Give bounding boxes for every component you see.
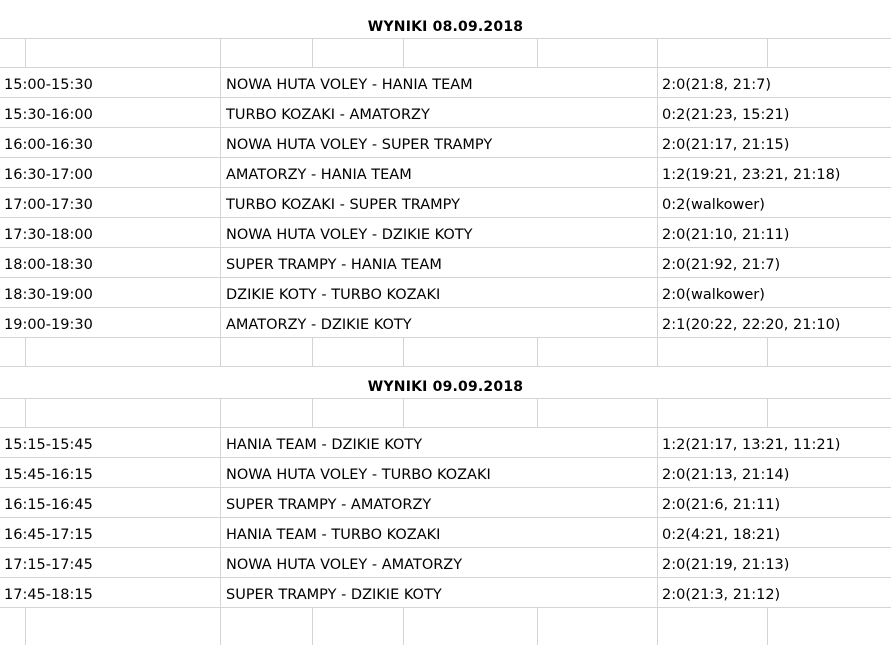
time-cell: 16:45-17:15 <box>4 527 93 543</box>
match-cell: AMATORZY - HANIA TEAM <box>226 167 412 183</box>
match-cell: HANIA TEAM - TURBO KOZAKI <box>226 527 441 543</box>
grid-line-vertical <box>767 38 768 67</box>
grid-line-vertical <box>220 427 221 457</box>
grid-line-vertical <box>220 127 221 157</box>
grid-line-vertical <box>657 457 658 487</box>
grid-line-vertical <box>657 217 658 247</box>
grid-line-vertical <box>657 187 658 217</box>
grid-line-vertical <box>403 337 404 366</box>
grid-line-vertical <box>403 398 404 427</box>
time-cell: 15:00-15:30 <box>4 77 93 93</box>
grid-line-vertical <box>657 337 658 366</box>
grid-line-vertical <box>220 157 221 187</box>
grid-line-vertical <box>657 307 658 337</box>
grid-line-vertical <box>657 67 658 97</box>
section-title: WYNIKI 09.09.2018 <box>367 379 524 395</box>
score-cell: 2:0(21:6, 21:11) <box>662 497 781 513</box>
time-cell: 15:15-15:45 <box>4 437 93 453</box>
match-cell: SUPER TRAMPY - DZIKIE KOTY <box>226 587 442 603</box>
time-cell: 16:30-17:00 <box>4 167 93 183</box>
time-cell: 16:15-16:45 <box>4 497 93 513</box>
grid-line-vertical <box>220 398 221 427</box>
time-cell: 17:00-17:30 <box>4 197 93 213</box>
grid-line-vertical <box>657 547 658 577</box>
grid-line-vertical <box>657 247 658 277</box>
time-cell: 17:15-17:45 <box>4 557 93 573</box>
grid-line-vertical <box>657 427 658 457</box>
grid-line-vertical <box>537 607 538 645</box>
time-cell: 19:00-19:30 <box>4 317 93 333</box>
match-cell: NOWA HUTA VOLEY - SUPER TRAMPY <box>226 137 493 153</box>
match-cell: SUPER TRAMPY - AMATORZY <box>226 497 432 513</box>
grid-line-vertical <box>537 38 538 67</box>
time-cell: 17:45-18:15 <box>4 587 93 603</box>
score-cell: 2:1(20:22, 22:20, 21:10) <box>662 317 841 333</box>
match-cell: HANIA TEAM - DZIKIE KOTY <box>226 437 423 453</box>
grid-line-vertical <box>220 547 221 577</box>
grid-line-vertical <box>767 398 768 427</box>
grid-line-vertical <box>657 38 658 67</box>
grid-line-vertical <box>220 337 221 366</box>
grid-line-vertical <box>220 577 221 607</box>
match-cell: NOWA HUTA VOLEY - HANIA TEAM <box>226 77 473 93</box>
section-title: WYNIKI 08.09.2018 <box>367 19 524 35</box>
grid-line-vertical <box>220 457 221 487</box>
match-cell: NOWA HUTA VOLEY - AMATORZY <box>226 557 463 573</box>
time-cell: 15:45-16:15 <box>4 467 93 483</box>
grid-line-horizontal <box>0 398 891 399</box>
grid-line-vertical <box>657 487 658 517</box>
match-cell: TURBO KOZAKI - AMATORZY <box>226 107 430 123</box>
score-cell: 0:2(21:23, 15:21) <box>662 107 790 123</box>
grid-line-vertical <box>220 67 221 97</box>
grid-line-vertical <box>403 607 404 645</box>
grid-line-vertical <box>25 337 26 366</box>
grid-line-vertical <box>220 487 221 517</box>
grid-line-vertical <box>657 607 658 645</box>
score-cell: 2:0(21:13, 21:14) <box>662 467 790 483</box>
grid-line-vertical <box>657 157 658 187</box>
grid-line-vertical <box>657 398 658 427</box>
grid-line-vertical <box>312 398 313 427</box>
score-cell: 2:0(21:3, 21:12) <box>662 587 781 603</box>
grid-line-horizontal <box>0 607 891 608</box>
score-cell: 2:0(21:8, 21:7) <box>662 77 771 93</box>
score-cell: 0:2(4:21, 18:21) <box>662 527 781 543</box>
score-cell: 1:2(21:17, 13:21, 11:21) <box>662 437 841 453</box>
grid-line-vertical <box>657 277 658 307</box>
grid-line-vertical <box>537 337 538 366</box>
grid-line-vertical <box>767 337 768 366</box>
score-cell: 2:0(21:92, 21:7) <box>662 257 781 273</box>
time-cell: 18:30-19:00 <box>4 287 93 303</box>
score-cell: 0:2(walkower) <box>662 197 765 213</box>
grid-line-horizontal <box>0 337 891 338</box>
match-cell: SUPER TRAMPY - HANIA TEAM <box>226 257 442 273</box>
grid-line-horizontal <box>0 38 891 39</box>
match-cell: DZIKIE KOTY - TURBO KOZAKI <box>226 287 441 303</box>
time-cell: 15:30-16:00 <box>4 107 93 123</box>
time-cell: 17:30-18:00 <box>4 227 93 243</box>
grid-line-vertical <box>537 398 538 427</box>
grid-line-vertical <box>25 607 26 645</box>
grid-line-vertical <box>220 247 221 277</box>
grid-line-vertical <box>220 38 221 67</box>
score-cell: 2:0(21:17, 21:15) <box>662 137 790 153</box>
grid-line-vertical <box>312 337 313 366</box>
grid-line-horizontal <box>0 366 891 367</box>
grid-line-vertical <box>657 97 658 127</box>
grid-line-vertical <box>220 277 221 307</box>
grid-line-vertical <box>312 607 313 645</box>
match-cell: TURBO KOZAKI - SUPER TRAMPY <box>226 197 460 213</box>
grid-line-vertical <box>25 38 26 67</box>
grid-line-vertical <box>657 577 658 607</box>
grid-line-vertical <box>25 398 26 427</box>
grid-line-vertical <box>312 38 313 67</box>
grid-line-vertical <box>657 517 658 547</box>
time-cell: 16:00-16:30 <box>4 137 93 153</box>
match-cell: NOWA HUTA VOLEY - DZIKIE KOTY <box>226 227 473 243</box>
grid-line-vertical <box>220 307 221 337</box>
grid-line-vertical <box>220 517 221 547</box>
match-cell: AMATORZY - DZIKIE KOTY <box>226 317 412 333</box>
grid-line-vertical <box>767 607 768 645</box>
match-cell: NOWA HUTA VOLEY - TURBO KOZAKI <box>226 467 491 483</box>
grid-line-vertical <box>220 217 221 247</box>
score-cell: 2:0(21:19, 21:13) <box>662 557 790 573</box>
score-cell: 2:0(walkower) <box>662 287 765 303</box>
grid-line-vertical <box>220 97 221 127</box>
score-cell: 2:0(21:10, 21:11) <box>662 227 790 243</box>
grid-line-vertical <box>220 607 221 645</box>
score-cell: 1:2(19:21, 23:21, 21:18) <box>662 167 841 183</box>
grid-line-vertical <box>220 187 221 217</box>
grid-line-vertical <box>657 127 658 157</box>
grid-line-vertical <box>403 38 404 67</box>
time-cell: 18:00-18:30 <box>4 257 93 273</box>
